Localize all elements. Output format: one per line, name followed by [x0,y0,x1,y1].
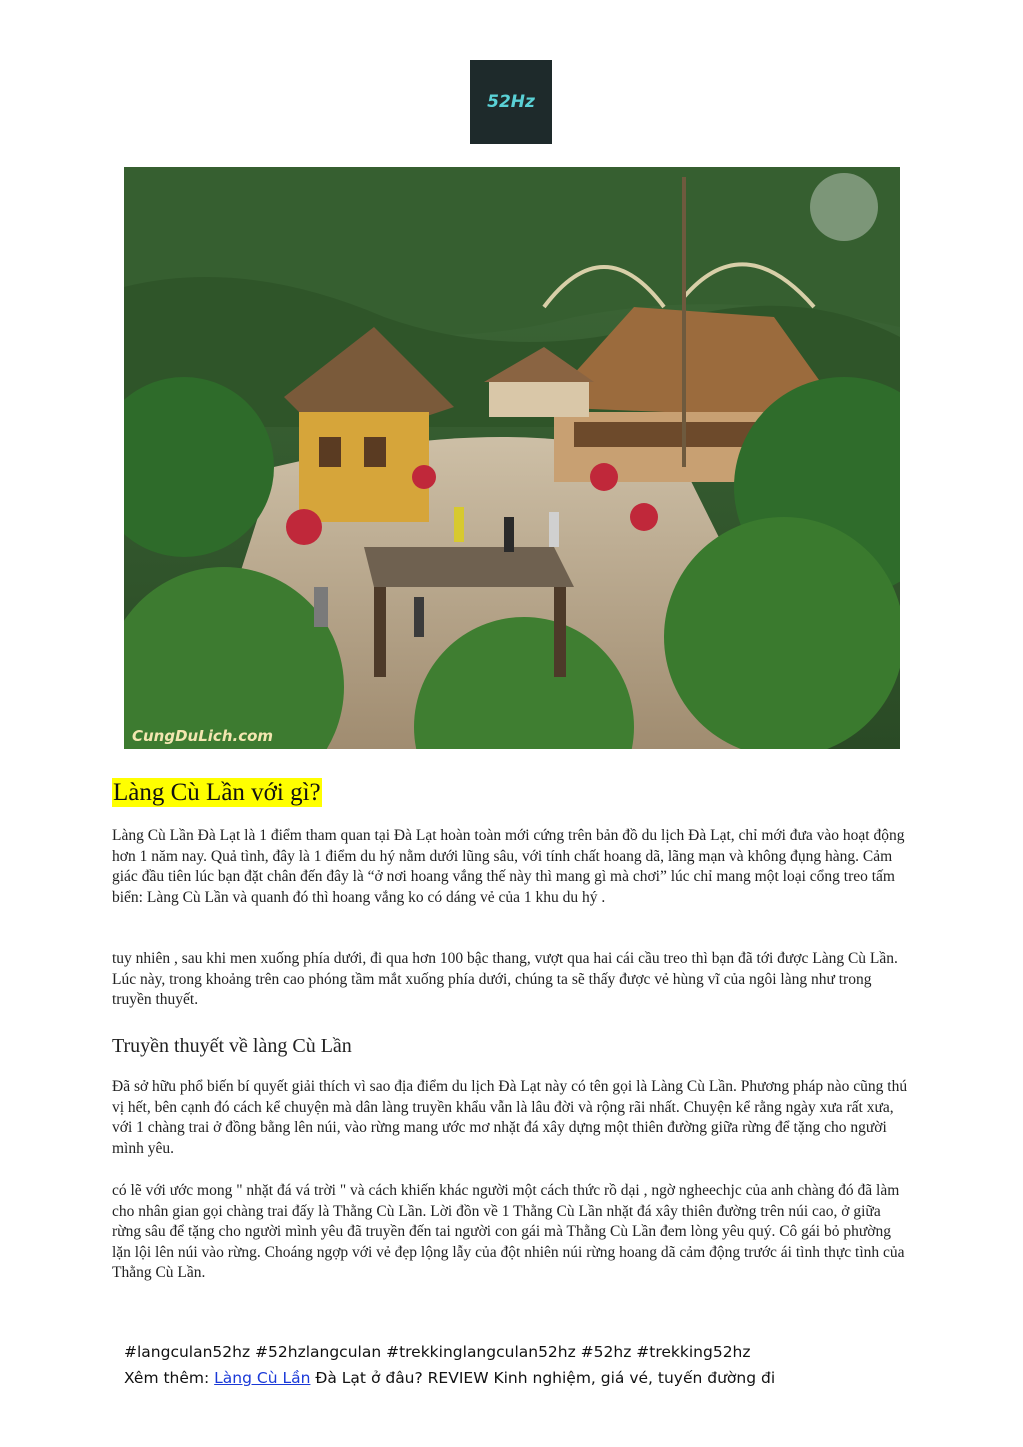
section-subtitle: Truyền thuyết về làng Cù Lần [112,1035,352,1057]
village-photo [124,167,900,749]
photo-watermark: CungDuLich.com [132,727,274,745]
lang-cu-lan-link[interactable]: Làng Cù Lần [214,1369,311,1387]
article-title: Làng Cù Lần với gì? [113,779,321,806]
footer [124,1339,775,1391]
logo-text: 52Hz [487,92,535,112]
logo-52hz [470,60,552,144]
see-more-suffix: Đà Lạt ở đâu? REVIEW Kinh nghiệm, giá vé, tuyến đường đi [310,1369,776,1387]
see-more-prefix: Xêm thêm: [124,1369,215,1387]
paragraph-intro: Làng Cù Lần Đà Lạt là 1 điểm tham quan tại Đà Lạt hoàn toàn mới cứng trên bản đồ du lịch Đà Lạt, chỉ mới đưa vào hoạt động hơn 1 năm nay. Quả tình, đây là 1 điểm du hý nằm dưới lũng sâu, với tính chất hoang dã, lãng mạn và không đụng hàng. Cảm giác đầu tiên lúc bạn đặt chân đến đây là “ở nơi hoang vắng thế này thì mang gì mà chơi” lúc chỉ mang một loại cổng treo tấm biển: Làng Cù Lần và quanh đó thì hoang vắng ko có dáng vẻ của 1 khu du hý . [112,827,905,906]
paragraph-legend-continued: có lẽ với ước mong " nhặt đá vá trời " và cách khiến khác người một cách thức rồ dại , ngờ ngheechjc của anh chàng đó đã làm cho nhân gian gọi chàng trai đấy là Thằng Cù Lần. Lời đồn về 1 Thằng Cù Lần nhặt đá xây thiên đường trên núi cao, ở giữa rừng sâu để tặng cho người mình yêu đã truyền đến tai người con gái mà Thằng Cù Lần đem lòng yêu quý. Cô gái bỏ phường lặn lội lên núi vào rừng. Choáng ngợp với vẻ đẹp lộng lẫy của đột nhiên núi rừng hoang dã cảm động trước ái tình thực tình của Thằng Cù Lần. [112,1182,905,1281]
see-more-line [124,1365,775,1391]
paragraph-legend: Đã sở hữu phổ biến bí quyết giải thích vì sao địa điểm du lịch Đà Lạt này có tên gọi là Làng Cù Lần. Phương pháp nào cũng thú vị hết, bên cạnh đó cách kể chuyện mà dân làng truyền khẩu vẫn là lâu đời và rộng rãi nhất. Chuyện kể rằng ngày xưa rất xưa, với 1 chàng trai ở đồng bằng lên núi, vào rừng mang ước mơ nhặt đá xây dựng một thiên đường giữa rừng để tặng cho người mình yêu. [112,1078,908,1157]
hashtags: #langculan52hz #52hzlangculan #trekkinglangculan52hz #52hz #trekking52hz [124,1343,751,1361]
village-photo-illustration [124,167,900,749]
paragraph-arrival: tuy nhiên , sau khi men xuống phía dưới, đi qua hơn 100 bậc thang, vượt qua hai cái cầu treo thì bạn đã tới được Làng Cù Lần. Lúc này, trong khoảng trên cao phóng tầm mắt xuống phía dưới, chúng ta sẽ thấy được vẻ hùng vĩ của ngôi làng như trong truyền thuyết. [112,950,898,1008]
